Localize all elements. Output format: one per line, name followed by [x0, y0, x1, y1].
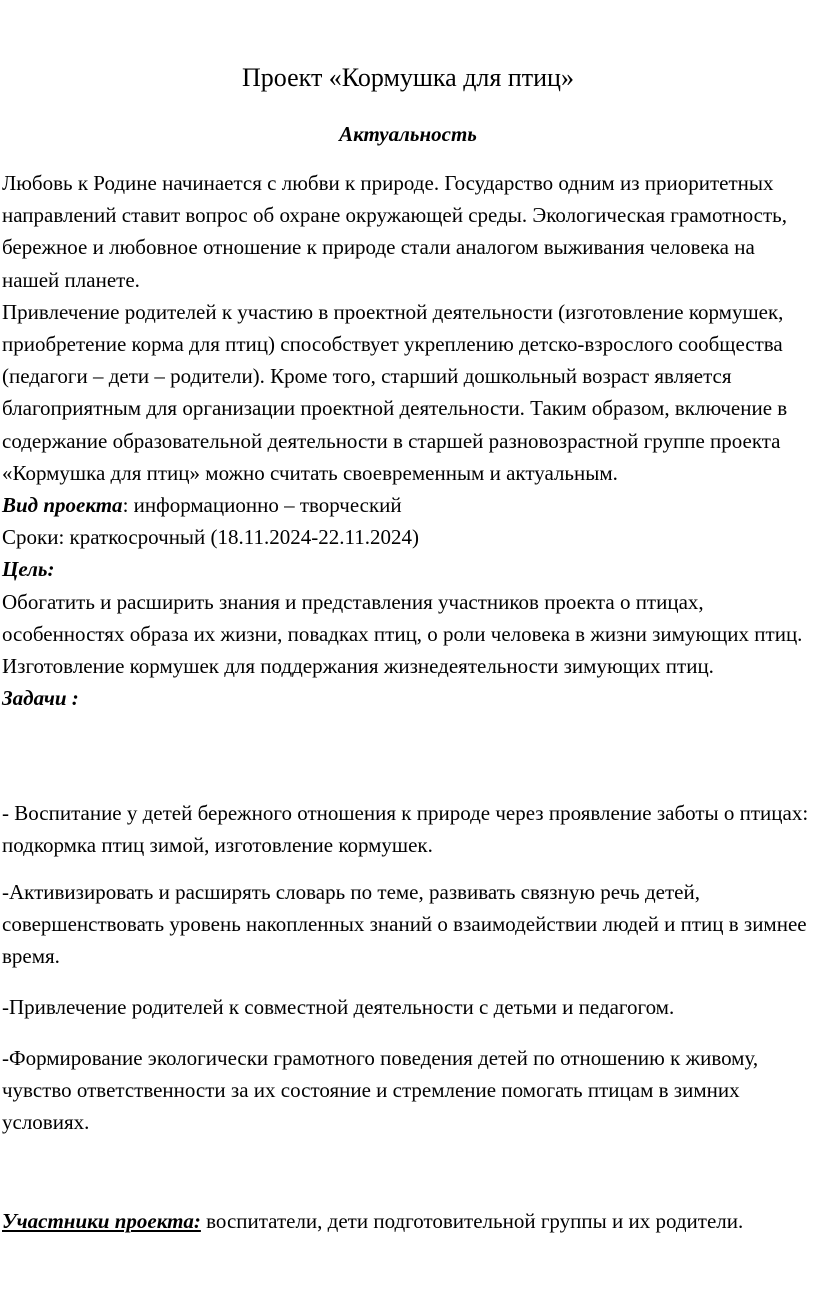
goal-label: Цель: [2, 557, 55, 582]
task-item: - Воспитание у детей бережного отношения к природе через проявление заботы о птицах: подкормка птиц зимой, изготовление кормушек. [2, 801, 809, 858]
goal-text: Обогатить и расширить знания и представления участников проекта о птицах, особенностях образа их жизни, повадках птиц, о роли человека в жизни зимующих птиц. Изготовление кормушек для поддержания жизнедеятельности зимующих птиц. [2, 589, 803, 679]
relevance-section [2, 167, 814, 714]
participants-line [2, 1205, 814, 1237]
relevance-heading: Актуальность [339, 122, 477, 146]
project-type-label: Вид проекта [2, 493, 123, 518]
project-type-line [2, 489, 814, 521]
task-item: -Привлечение родителей к совместной деятельности с детьми и педагогом. [2, 995, 675, 1019]
tasks-label: Задачи : [2, 686, 79, 711]
relevance-paragraph-1: Любовь к Родине начинается с любви к природе. Государство одним из приоритетных направлений ставит вопрос об охране окружающей среды. Экологическая грамотность, бережное и любовное отношение к природе стали аналогом выживания человека на нашей планете. [2, 171, 787, 292]
page-title: Проект «Кормушка для птиц» [242, 63, 574, 92]
task-item: -Активизировать и расширять словарь по теме, развивать связную речь детей, совершенствовать уровень накопленных знаний о взаимодействии людей и птиц в зимнее время. [2, 880, 807, 969]
participants-label: Участники проекта: [2, 1209, 201, 1233]
relevance-paragraph-2: Привлечение родителей к участию в проектной деятельности (изготовление кормушек, приобретение корма для птиц) способствует укреплению детско-взрослого сообщества (педагоги – дети – родители). Кроме того, старший дошкольный возраст является благоприятным для организации проектной деятельности. Таким образом, включение в содержание образовательной деятельности в старшей разновозрастной группе проекта «Кормушка для птиц» можно считать своевременным и актуальным. [2, 299, 788, 485]
task-item: -Формирование экологически грамотного поведения детей по отношению к живому, чувство ответственности за их состояние и стремление помогать птицам в зимних условиях. [2, 1046, 759, 1135]
participants-value: воспитатели, дети подготовительной группы и их родители. [200, 1209, 744, 1233]
project-terms: Сроки: краткосрочный (18.11.2024-22.11.2024) [2, 525, 419, 550]
project-type-value: : информационно – творческий [122, 493, 402, 518]
